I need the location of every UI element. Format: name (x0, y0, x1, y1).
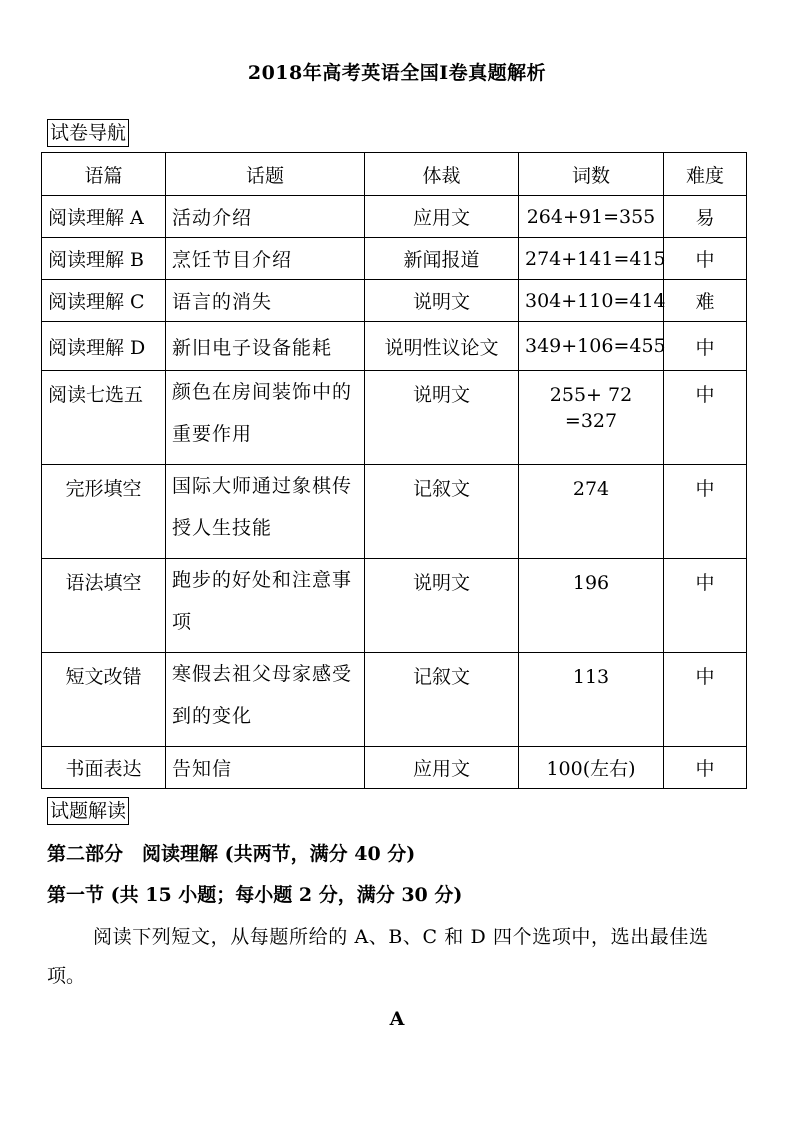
table-row (42, 322, 747, 371)
cell-words: 304+110=414 (519, 280, 664, 322)
cell-topic: 烹饪节目介绍 (166, 238, 365, 280)
section-heading-text: 第一节 (共 15 小题；每小题 2 分，满分 30 分) (47, 884, 463, 906)
header-section: 语篇 (42, 153, 166, 196)
header-genre: 体裁 (365, 153, 519, 196)
page-title: 2018年高考英语全国I卷真题解析 (247, 62, 547, 84)
table-header-row (42, 153, 747, 196)
cell-genre: 说明文 (365, 371, 519, 465)
part-heading-text: 第二部分 阅读理解 (共两节，满分 40 分) (47, 843, 416, 865)
nav-section-label: 试卷导航 (47, 119, 129, 147)
cell-section: 语法填空 (42, 559, 166, 653)
cell-section: 完形填空 (42, 465, 166, 559)
cell-words: 349+106=455 (519, 322, 664, 371)
cell-words: 274 (519, 465, 664, 559)
instruction-line-1: 阅读下列短文，从每题所给的 A、B、C 和 D 四个选项中，选出最佳选 (93, 926, 709, 948)
table-row (42, 559, 747, 653)
table-row (42, 653, 747, 747)
cell-topic: 跑步的好处和注意事项 (166, 559, 365, 653)
cell-words: 196 (519, 559, 664, 653)
cell-difficulty: 难 (664, 280, 747, 322)
cell-difficulty: 中 (664, 322, 747, 371)
header-difficulty: 难度 (664, 153, 747, 196)
cell-topic: 语言的消失 (166, 280, 365, 322)
cell-difficulty: 中 (664, 747, 747, 789)
cell-difficulty: 中 (664, 371, 747, 465)
header-topic: 话题 (166, 153, 365, 196)
exam-navigation-table (41, 152, 747, 789)
cell-section: 阅读理解 B (42, 238, 166, 280)
cell-words: 255+ 72 =327 (519, 371, 664, 465)
cell-words: 100(左右) (519, 747, 664, 789)
cell-section: 阅读理解 C (42, 280, 166, 322)
cell-section: 短文改错 (42, 653, 166, 747)
instruction-line-2: 项。 (47, 965, 86, 987)
cell-words: 264+91=355 (519, 196, 664, 238)
table-row (42, 371, 747, 465)
passage-label: A (389, 1008, 405, 1030)
cell-difficulty: 中 (664, 238, 747, 280)
table-row (42, 196, 747, 238)
cell-genre: 说明文 (365, 559, 519, 653)
cell-difficulty: 中 (664, 465, 747, 559)
cell-topic: 活动介绍 (166, 196, 365, 238)
cell-genre: 说明性议论文 (365, 322, 519, 371)
cell-section: 阅读理解 A (42, 196, 166, 238)
cell-difficulty: 中 (664, 653, 747, 747)
part-heading (47, 841, 415, 867)
table-row (42, 280, 747, 322)
interpretation-section-label: 试题解读 (47, 797, 129, 825)
cell-section: 阅读理解 D (42, 322, 166, 371)
table-row (42, 747, 747, 789)
cell-topic: 寒假去祖父母家感受到的变化 (166, 653, 365, 747)
table-row (42, 465, 747, 559)
cell-genre: 新闻报道 (365, 238, 519, 280)
cell-words: 113 (519, 653, 664, 747)
cell-topic: 颜色在房间装饰中的重要作用 (166, 371, 365, 465)
cell-difficulty: 易 (664, 196, 747, 238)
cell-genre: 应用文 (365, 196, 519, 238)
section-heading (47, 882, 462, 908)
cell-section: 书面表达 (42, 747, 166, 789)
cell-section: 阅读七选五 (42, 371, 166, 465)
cell-difficulty: 中 (664, 559, 747, 653)
cell-topic: 告知信 (166, 747, 365, 789)
cell-topic: 国际大师通过象棋传授人生技能 (166, 465, 365, 559)
cell-genre: 应用文 (365, 747, 519, 789)
table-row (42, 238, 747, 280)
cell-genre: 记叙文 (365, 653, 519, 747)
header-words: 词数 (519, 153, 664, 196)
cell-words: 274+141=415 (519, 238, 664, 280)
cell-topic: 新旧电子设备能耗 (166, 322, 365, 371)
cell-genre: 记叙文 (365, 465, 519, 559)
cell-genre: 说明文 (365, 280, 519, 322)
